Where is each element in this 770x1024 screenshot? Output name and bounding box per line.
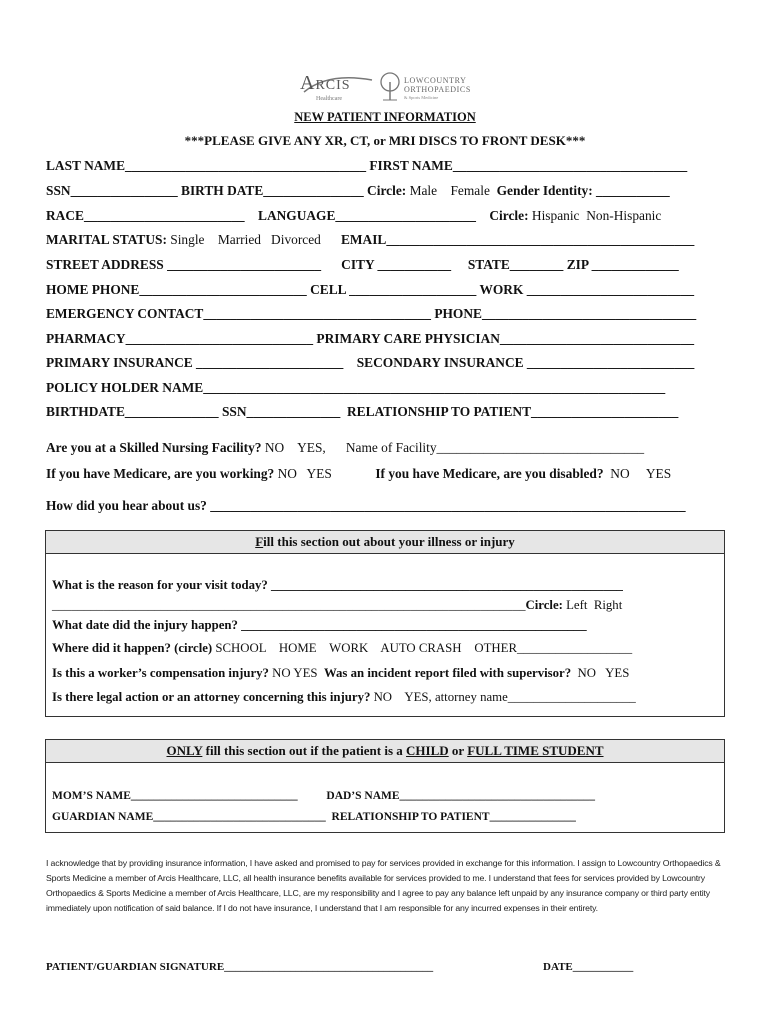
- name-row[interactable]: LAST NAME____________________________________ FIRST NAME___________________________________: [46, 158, 688, 173]
- visit-reason-continued[interactable]: __________________________________________________________________________Circle: Left Right: [52, 598, 623, 612]
- header-logo: [298, 70, 478, 106]
- arcis-brand-sub: Healthcare: [316, 96, 342, 102]
- child-section-header: ONLY fill this section out if the patient is a CHILD or FULL TIME STUDENT: [46, 740, 724, 763]
- arcis-brand: Arcis: [300, 72, 351, 94]
- injury-location-row[interactable]: Where did it happen? (circle) SCHOOL HOME WORK AUTO CRASH OTHER__________________: [52, 641, 633, 655]
- policy-holder-row[interactable]: POLICY HOLDER NAME_____________________________________________________________________: [46, 380, 666, 395]
- marital-email-row[interactable]: MARITAL STATUS: Single Married Divorced EMAIL______________________________________________: [46, 232, 695, 247]
- ssn-birth-row[interactable]: SSN________________ BIRTH DATE_______________ Circle: Male Female Gender Identity: ___________: [46, 183, 670, 198]
- address-row[interactable]: STREET ADDRESS _______________________ CITY ___________ STATE________ ZIP _____________: [46, 257, 679, 272]
- injury-date-field[interactable]: What date did the injury happen? ______________________________________________________: [52, 618, 587, 632]
- referral-row[interactable]: How did you hear about us? _______________________________________________________________________: [46, 498, 686, 513]
- legal-action-row[interactable]: Is there legal action or an attorney concerning this injury? NO YES, attorney name____________________: [52, 690, 636, 704]
- date-field[interactable]: DATE___________: [543, 961, 634, 973]
- partner-name: LOWCOUNTRY ORTHOPAEDICS: [404, 76, 471, 94]
- partner-sub: & Sports Medicine: [404, 95, 439, 100]
- race-language-row[interactable]: RACE________________________ LANGUAGE_____________________ Circle: Hispanic Non-Hispanic: [46, 208, 662, 223]
- acknowledgement-text: I acknowledge that by providing insurance information, I have asked and promised to pay for services provided in exchange for this information. I assign to Lowcountry Orthopaedics & Sports Medicine a member of Arcis Healthcare, LLC, all health insurance benefits available for services provided to me. I understand that fees for services provided by Lowcountry Orthopaedics & Sports Medicine a member of Arcis Healthcare, LLC, are my responsibility and I agree to pay any balance left unpaid by any insurance company or third party entity immediately upon notification of said balance. If I do not have insurance, I understand that I am responsible for any incurred expenses in their entirety.: [46, 858, 721, 913]
- signature-field[interactable]: PATIENT/GUARDIAN SIGNATURE______________________________________: [46, 961, 434, 973]
- medicare-row[interactable]: If you have Medicare, are you working? NO YES If you have Medicare, are you disabled? NO YES: [46, 466, 672, 481]
- visit-reason-field[interactable]: What is the reason for your visit today? _______________________________________________________: [52, 578, 623, 592]
- emergency-contact-row[interactable]: EMERGENCY CONTACT__________________________________ PHONE________________________________: [46, 306, 697, 321]
- illness-section-header: Fill this section out about your illness or injury: [46, 531, 724, 554]
- discs-notice: ***PLEASE GIVE ANY XR, CT, or MRI DISCS TO FRONT DESK***: [184, 133, 586, 148]
- nursing-facility-row[interactable]: Are you at a Skilled Nursing Facility? NO YES, Name of Facility_______________________________: [46, 440, 645, 455]
- insurance-row[interactable]: PRIMARY INSURANCE ______________________ SECONDARY INSURANCE _________________________: [46, 355, 695, 370]
- parents-names-row[interactable]: MOM’S NAME_____________________________ DAD’S NAME__________________________________: [52, 790, 596, 802]
- phone-row[interactable]: HOME PHONE_________________________ CELL ___________________ WORK _________________________: [46, 282, 695, 297]
- child-section: [45, 739, 725, 833]
- tree-icon: [378, 72, 402, 102]
- workers-comp-row[interactable]: Is this a worker’s compensation injury? NO YES Was an incident report filed with supervisor? NO YES: [52, 666, 630, 680]
- policy-holder-details-row[interactable]: BIRTHDATE______________ SSN______________ RELATIONSHIP TO PATIENT______________________: [46, 404, 679, 419]
- guardian-row[interactable]: GUARDIAN NAME______________________________ RELATIONSHIP TO PATIENT_______________: [52, 811, 576, 823]
- pharmacy-row[interactable]: PHARMACY____________________________ PRIMARY CARE PHYSICIAN_____________________________: [46, 331, 695, 346]
- illness-section: [45, 530, 725, 717]
- form-title: NEW PATIENT INFORMATION: [294, 110, 476, 124]
